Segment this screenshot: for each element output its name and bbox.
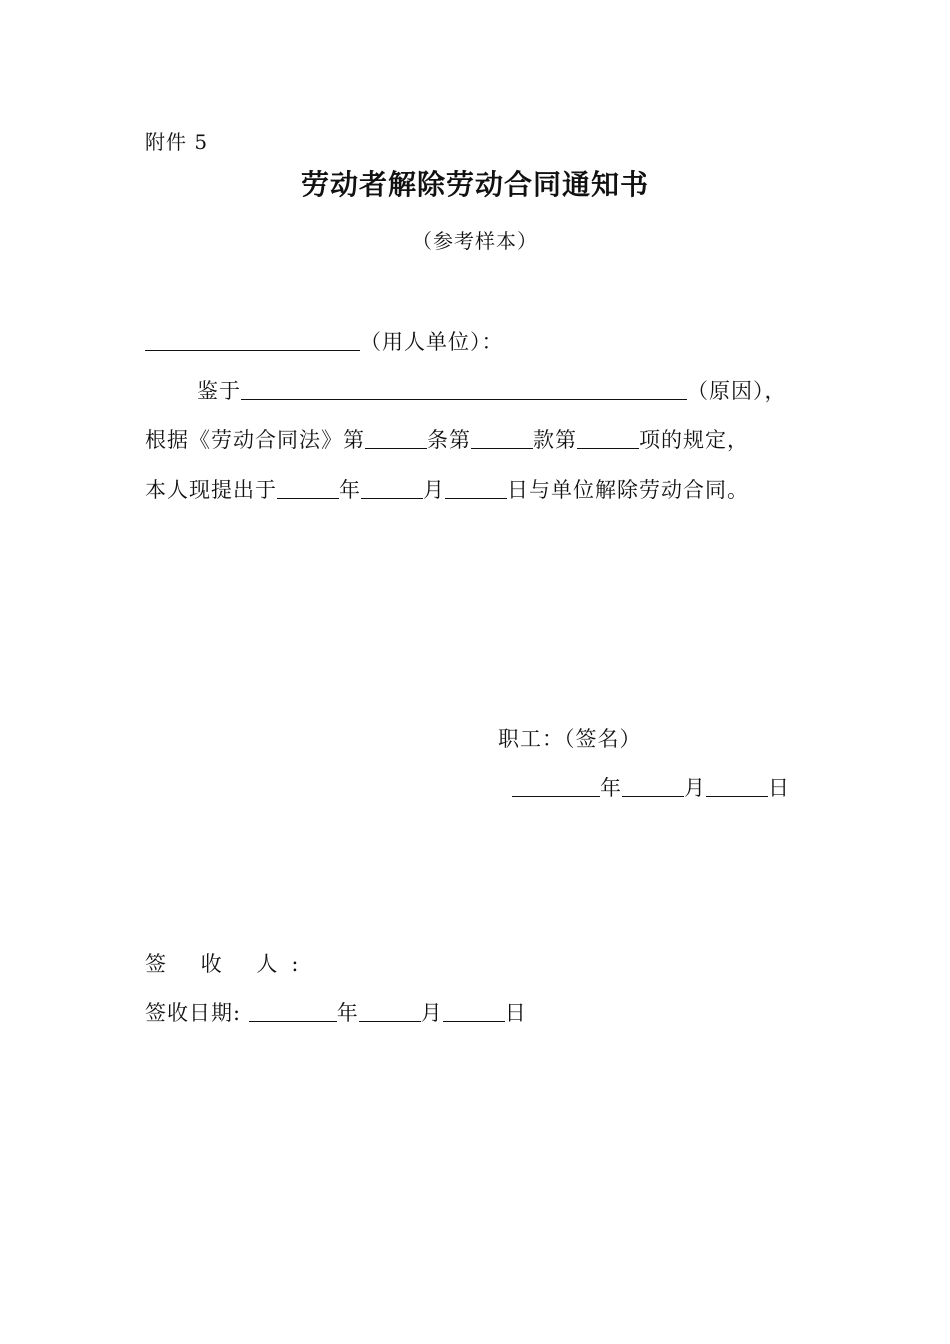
law-item-suffix: 项的规定， xyxy=(639,428,749,452)
signature-day-blank[interactable] xyxy=(706,774,768,797)
month-label: 月 xyxy=(423,478,445,502)
signature-month-blank[interactable] xyxy=(622,774,684,797)
reason-suffix: （原因）， xyxy=(687,379,787,403)
receipt-date-line xyxy=(145,998,527,1028)
reason-line xyxy=(197,376,787,406)
signature-year-label: 年 xyxy=(600,776,622,800)
termination-month-blank[interactable] xyxy=(361,476,423,499)
receipt-month-label: 月 xyxy=(420,1001,443,1025)
law-line xyxy=(145,425,749,455)
reason-blank[interactable] xyxy=(241,377,687,400)
law-article-text: 条第 xyxy=(427,428,471,452)
clause-blank[interactable] xyxy=(471,426,533,449)
recipient-label: 签 收 人: xyxy=(145,952,313,976)
employer-blank[interactable] xyxy=(145,328,360,351)
law-prefix: 根据《劳动合同法》第 xyxy=(145,428,365,452)
termination-date-line xyxy=(145,475,749,505)
addressee-suffix: （用人单位）： xyxy=(360,330,504,354)
date-prefix: 本人现提出于 xyxy=(145,478,277,502)
receipt-date-label: 签收日期: xyxy=(145,1001,242,1025)
signature-year-blank[interactable] xyxy=(512,774,600,797)
addressee-line xyxy=(145,327,504,357)
item-blank[interactable] xyxy=(577,426,639,449)
receipt-day-label: 日 xyxy=(504,1001,527,1025)
signature-date-line xyxy=(512,773,790,803)
attachment-label: 附件 5 xyxy=(145,130,209,154)
receipt-month-blank[interactable] xyxy=(359,999,421,1022)
receipt-day-blank[interactable] xyxy=(443,999,505,1022)
receipt-year-blank[interactable] xyxy=(249,999,337,1022)
reason-prefix: 鉴于 xyxy=(197,379,241,403)
year-label: 年 xyxy=(339,478,361,502)
termination-year-blank[interactable] xyxy=(277,476,339,499)
document-title: 劳动者解除劳动合同通知书 xyxy=(300,168,649,201)
signature-day-label: 日 xyxy=(768,776,790,800)
day-suffix: 日与单位解除劳动合同。 xyxy=(507,478,749,502)
termination-day-blank[interactable] xyxy=(445,476,507,499)
signature-month-label: 月 xyxy=(684,776,706,800)
recipient-line xyxy=(145,949,312,979)
law-clause-text: 款第 xyxy=(533,428,577,452)
article-blank[interactable] xyxy=(365,426,427,449)
employee-signature-label: 职工：（签名） xyxy=(498,727,642,751)
document-subtitle: （参考样本） xyxy=(412,229,538,253)
receipt-year-label: 年 xyxy=(336,1001,359,1025)
